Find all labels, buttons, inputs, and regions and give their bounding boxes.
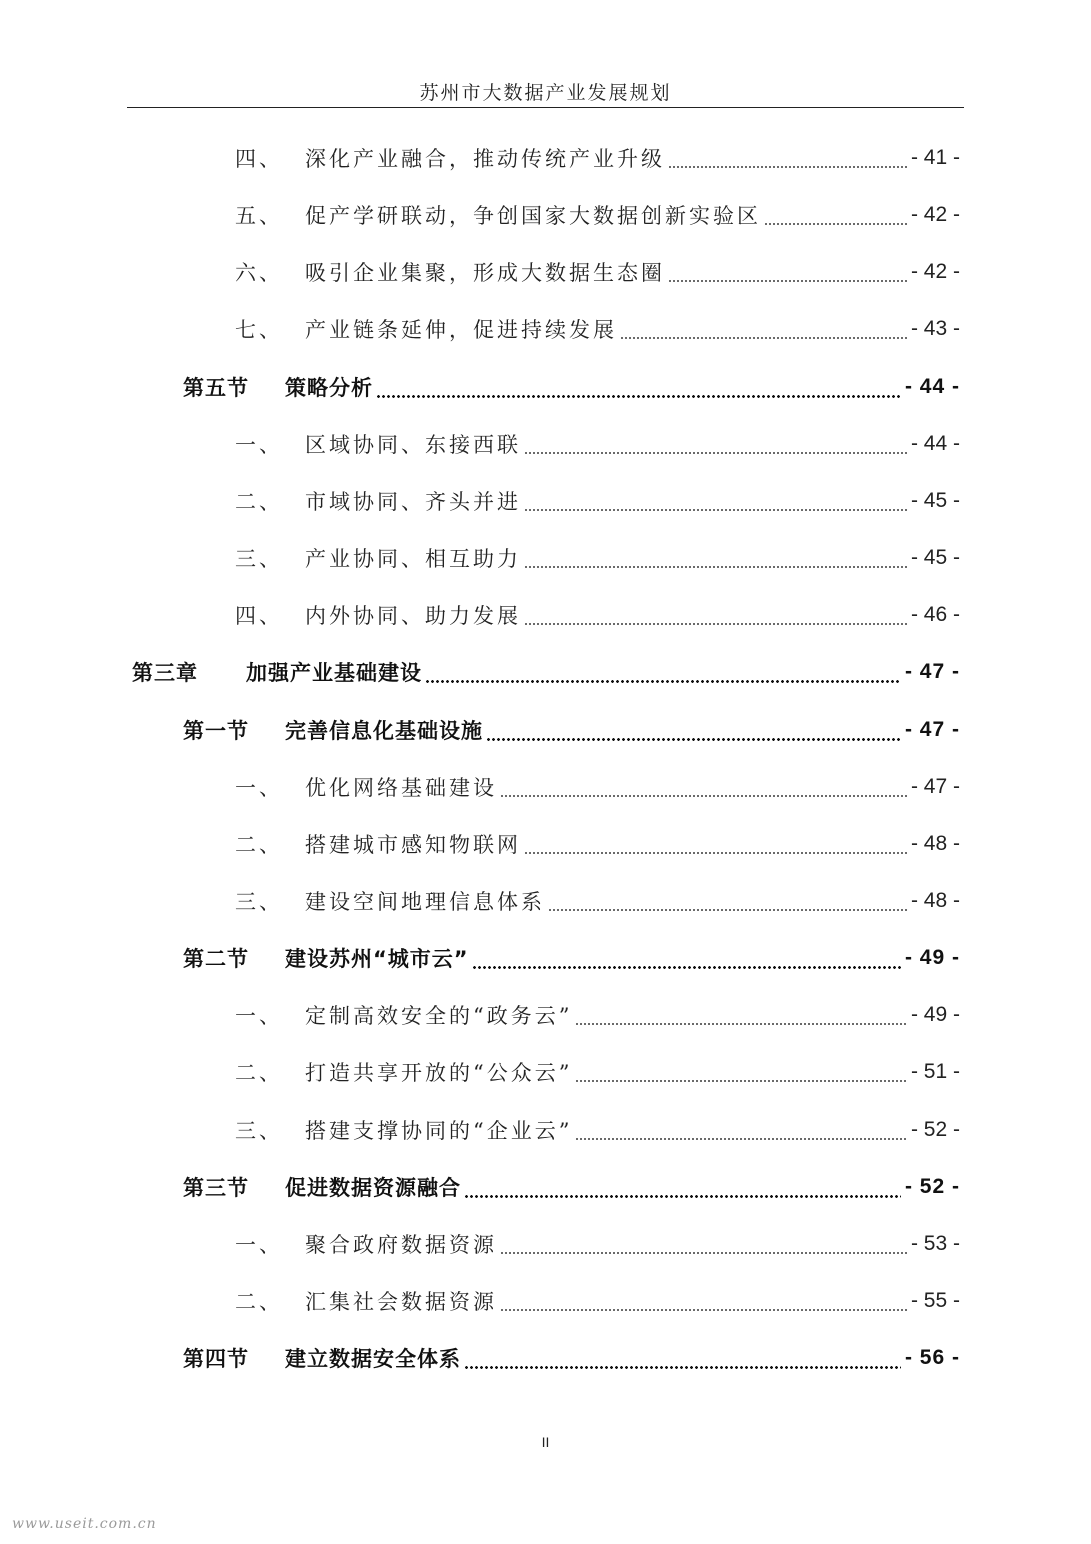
toc-entry[interactable] [0, 824, 1091, 864]
toc-entry[interactable] [0, 1110, 1091, 1150]
toc-entry[interactable] [0, 938, 1091, 978]
toc-dot-leader [575, 1059, 907, 1085]
toc-dot-leader [668, 145, 907, 171]
toc-entry-number: 一、 [235, 776, 283, 800]
toc-entry-title: 聚合政府数据资源 [305, 1233, 497, 1257]
toc-entry-number: 第四节 [183, 1347, 249, 1371]
header-divider [127, 107, 964, 108]
toc-dot-leader [548, 888, 907, 914]
toc-entry-page: - 51 - [910, 1060, 960, 1083]
toc-entry-title: 搭建支撑协同的“企业云” [305, 1119, 573, 1143]
toc-entry-title: 搭建城市感知物联网 [305, 833, 521, 857]
toc-entry[interactable] [0, 710, 1091, 750]
toc-entry[interactable] [0, 252, 1091, 292]
toc-entry[interactable] [0, 1167, 1091, 1207]
toc-dot-leader [425, 659, 901, 685]
toc-entry-number: 一、 [235, 1233, 283, 1257]
toc-entry[interactable] [0, 767, 1091, 807]
toc-entry-number: 一、 [235, 433, 283, 457]
toc-entry-number: 第一节 [183, 719, 249, 743]
toc-entry-page: - 48 - [910, 832, 960, 855]
toc-entry-title: 优化网络基础建设 [305, 776, 497, 800]
toc-entry[interactable] [0, 424, 1091, 464]
toc-entry-page: - 45 - [910, 546, 960, 569]
toc-entry-number: 四、 [235, 604, 283, 628]
toc-dot-leader [500, 1288, 907, 1314]
toc-entry-page: - 47 - [904, 718, 960, 741]
toc-entry-number: 四、 [235, 147, 283, 171]
toc-entry-number: 五、 [235, 204, 283, 228]
toc-entry-title: 汇集社会数据资源 [305, 1290, 497, 1314]
toc-entry-title: 建设苏州“城市云” [285, 947, 469, 971]
toc-entry-title: 深化产业融合，推动传统产业升级 [305, 147, 665, 171]
toc-entry-page: - 52 - [904, 1175, 960, 1198]
toc-dot-leader [524, 602, 907, 628]
toc-entry-page: - 42 - [910, 260, 960, 283]
toc-entry-page: - 48 - [910, 889, 960, 912]
toc-entry[interactable] [0, 481, 1091, 521]
toc-entry-number: 第三章 [132, 661, 198, 685]
toc-entry[interactable] [0, 138, 1091, 178]
toc-entry-page: - 44 - [910, 432, 960, 455]
toc-dot-leader [464, 1345, 901, 1371]
toc-entry[interactable] [0, 367, 1091, 407]
toc-dot-leader [668, 259, 907, 285]
toc-entry-page: - 55 - [910, 1289, 960, 1312]
toc-dot-leader [376, 374, 901, 400]
toc-entry-title: 促产学研联动，争创国家大数据创新实验区 [305, 204, 761, 228]
toc-entry-page: - 43 - [910, 317, 960, 340]
toc-entry[interactable] [0, 595, 1091, 635]
toc-dot-leader [575, 1002, 907, 1028]
toc-entry-page: - 44 - [904, 375, 960, 398]
toc-dot-leader [524, 488, 907, 514]
toc-dot-leader [620, 316, 907, 342]
toc-entry-title: 建设空间地理信息体系 [305, 890, 545, 914]
toc-entry-number: 七、 [235, 318, 283, 342]
toc-entry-number: 二、 [235, 1061, 283, 1085]
toc-dot-leader [500, 774, 907, 800]
toc-entry-title: 建立数据安全体系 [285, 1347, 461, 1371]
toc-entry[interactable] [0, 881, 1091, 921]
toc-dot-leader [464, 1174, 901, 1200]
toc-entry[interactable] [0, 1052, 1091, 1092]
toc-entry-page: - 46 - [910, 603, 960, 626]
toc-dot-leader [524, 431, 907, 457]
toc-dot-leader [524, 831, 907, 857]
toc-entry-number: 二、 [235, 490, 283, 514]
toc-entry[interactable] [0, 1281, 1091, 1321]
toc-entry[interactable] [0, 309, 1091, 349]
toc-entry-page: - 45 - [910, 489, 960, 512]
toc-entry-number: 第三节 [183, 1176, 249, 1200]
toc-dot-leader [500, 1231, 907, 1257]
toc-entry-title: 吸引企业集聚，形成大数据生态圈 [305, 261, 665, 285]
toc-entry-title: 策略分析 [285, 376, 373, 400]
toc-entry[interactable] [0, 195, 1091, 235]
toc-entry-page: - 47 - [910, 775, 960, 798]
watermark: www.useit.com.cn [12, 1516, 157, 1532]
toc-entry-page: - 49 - [904, 946, 960, 969]
toc-entry[interactable] [0, 1338, 1091, 1378]
toc-entry[interactable] [0, 538, 1091, 578]
toc-entry-number: 二、 [235, 1290, 283, 1314]
toc-entry-page: - 47 - [904, 660, 960, 683]
toc-entry-title: 产业协同、相互助力 [305, 547, 521, 571]
toc-dot-leader [764, 202, 907, 228]
toc-dot-leader [472, 945, 901, 971]
toc-entry-number: 第五节 [183, 376, 249, 400]
toc-dot-leader [524, 545, 907, 571]
toc-entry-title: 打造共享开放的“公众云” [305, 1061, 573, 1085]
toc-dot-leader [575, 1117, 907, 1143]
toc-entry-title: 定制高效安全的“政务云” [305, 1004, 573, 1028]
toc-entry-page: - 49 - [910, 1003, 960, 1026]
toc-entry-page: - 52 - [910, 1118, 960, 1141]
toc-entry-title: 完善信息化基础设施 [285, 719, 483, 743]
toc-entry[interactable] [0, 652, 1091, 692]
toc-entry-page: - 56 - [904, 1346, 960, 1369]
toc-entry-number: 三、 [235, 547, 283, 571]
page-number: II [541, 1434, 550, 1450]
toc-entry-title: 加强产业基础建设 [246, 661, 422, 685]
toc-entry[interactable] [0, 1224, 1091, 1264]
toc-dot-leader [486, 717, 901, 743]
toc-entry-title: 区域协同、东接西联 [305, 433, 521, 457]
toc-entry-number: 第二节 [183, 947, 249, 971]
toc-entry-title: 内外协同、助力发展 [305, 604, 521, 628]
toc-entry-page: - 41 - [910, 146, 960, 169]
toc-entry-number: 三、 [235, 890, 283, 914]
toc-entry-page: - 42 - [910, 203, 960, 226]
toc-entry-title: 市域协同、齐头并进 [305, 490, 521, 514]
toc-entry-number: 一、 [235, 1004, 283, 1028]
toc-entry[interactable] [0, 995, 1091, 1035]
document-header-title: 苏州市大数据产业发展规划 [419, 82, 672, 104]
toc-entry-number: 三、 [235, 1119, 283, 1143]
toc-entry-title: 产业链条延伸，促进持续发展 [305, 318, 617, 342]
toc-entry-title: 促进数据资源融合 [285, 1176, 461, 1200]
toc-entry-page: - 53 - [910, 1232, 960, 1255]
toc-entry-number: 六、 [235, 261, 283, 285]
toc-entry-number: 二、 [235, 833, 283, 857]
